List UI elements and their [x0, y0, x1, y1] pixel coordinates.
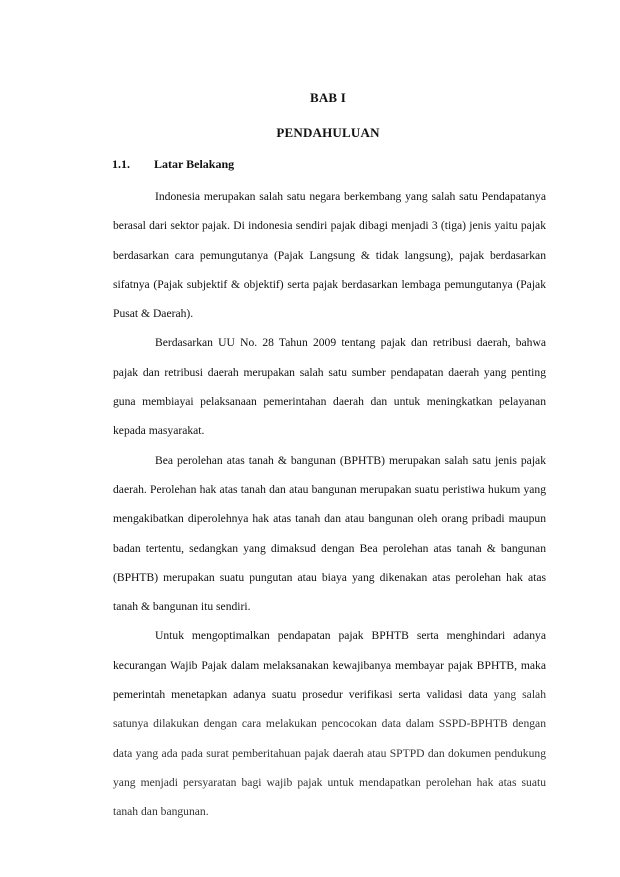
paragraph-part: yang salah satunya dilakukan dengan cara melakukan pencocokan data dalam SSPD-BPHTB dengan data yang ada pada surat pemberitahuan pajak daerah atau SPTPD dan dokumen pendukung yang menjadi persyaratan bagi wajib pajak untuk mendapatkan perolehan hak atas suatu tanah dan bangunan.	[113, 688, 546, 819]
section-heading	[112, 157, 234, 172]
chapter-label: BAB I	[309, 90, 347, 105]
paragraph-part: Untuk mengoptimalkan pendapatan pajak BPHTB serta menghindari adanya kecurangan Wajib Pajak dalam melaksanakan kewajibanya membayar pajak BPHTB, maka pemerintah menetapkan adanya suatu prosedur verifikasi serta validasi data	[113, 629, 546, 702]
paragraph: Bea perolehan atas tanah & bangunan (BPHTB) merupakan salah satu jenis pajak daerah. Perolehan hak atas tanah dan atau bangunan merupakan suatu peristiwa hukum yang mengakibatkan diperolehnya hak atas tanah dan atau bangunan oleh orang pribadi maupun badan tertentu, sedangkan yang dimaksud dengan Bea perolehan atas tanah & bangunan (BPHTB) merupakan suatu pungutan atau biaya yang dikenakan atas perolehan hak atas tanah & bangunan itu sendiri.	[113, 453, 546, 614]
section-title: Latar Belakang	[154, 157, 235, 171]
paragraph: Berdasarkan UU No. 28 Tahun 2009 tentang pajak dan retribusi daerah, bahwa pajak dan retribusi daerah merupakan salah satu sumber pendapatan daerah yang penting guna membiayai pelaksanaan pemerintahan daerah dan untuk meningkatkan pelayanan kepada masyarakat.	[113, 336, 546, 438]
chapter-title: PENDAHULUAN	[276, 125, 380, 140]
section-number: 1.1.	[112, 157, 130, 171]
paragraph	[113, 621, 546, 826]
paragraph: Indonesia merupakan salah satu negara berkembang yang salah satu Pendapatanya berasal dari sektor pajak. Di indonesia sendiri pajak dibagi menjadi 3 (tiga) jenis yaitu pajak berdasarkan cara pemungutanya (Pajak Langsung & tidak langsung), pajak berdasarkan sifatnya (Pajak subjektif & objektif) serta pajak berdasarkan lembaga pemungutanya (Pajak Pusat & Daerah).	[113, 190, 546, 321]
body-text	[113, 182, 546, 827]
